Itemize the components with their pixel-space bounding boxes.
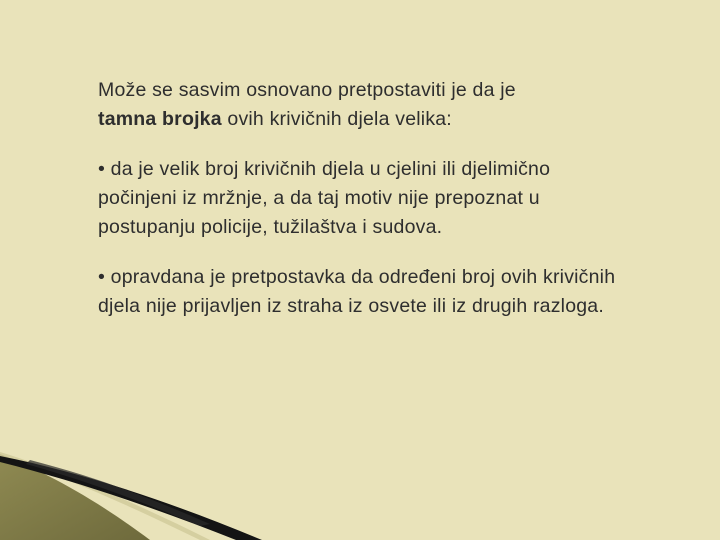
intro-line1: Može se sasvim osnovano pretpostaviti je da je [98, 79, 516, 101]
bullet-2: • opravdana je pretpostavka da određeni broj ovih krivičnih djela nije prijavljen iz straha iz osvete ili iz drugih razloga. [98, 266, 616, 317]
intro-rest: ovih krivičnih djela velika: [221, 108, 452, 130]
intro-bold-term: tamna brojka [98, 108, 222, 130]
decorative-swoosh [0, 440, 720, 540]
bullet-1: • da je velik broj krivičnih djela u cjelini ili djelimično počinjeni iz mržnje, a da taj motiv nije prepoznat u postupanju policije, tužilaštva i sudova. [98, 158, 551, 238]
intro-paragraph [98, 76, 618, 134]
slide-text [98, 76, 618, 321]
